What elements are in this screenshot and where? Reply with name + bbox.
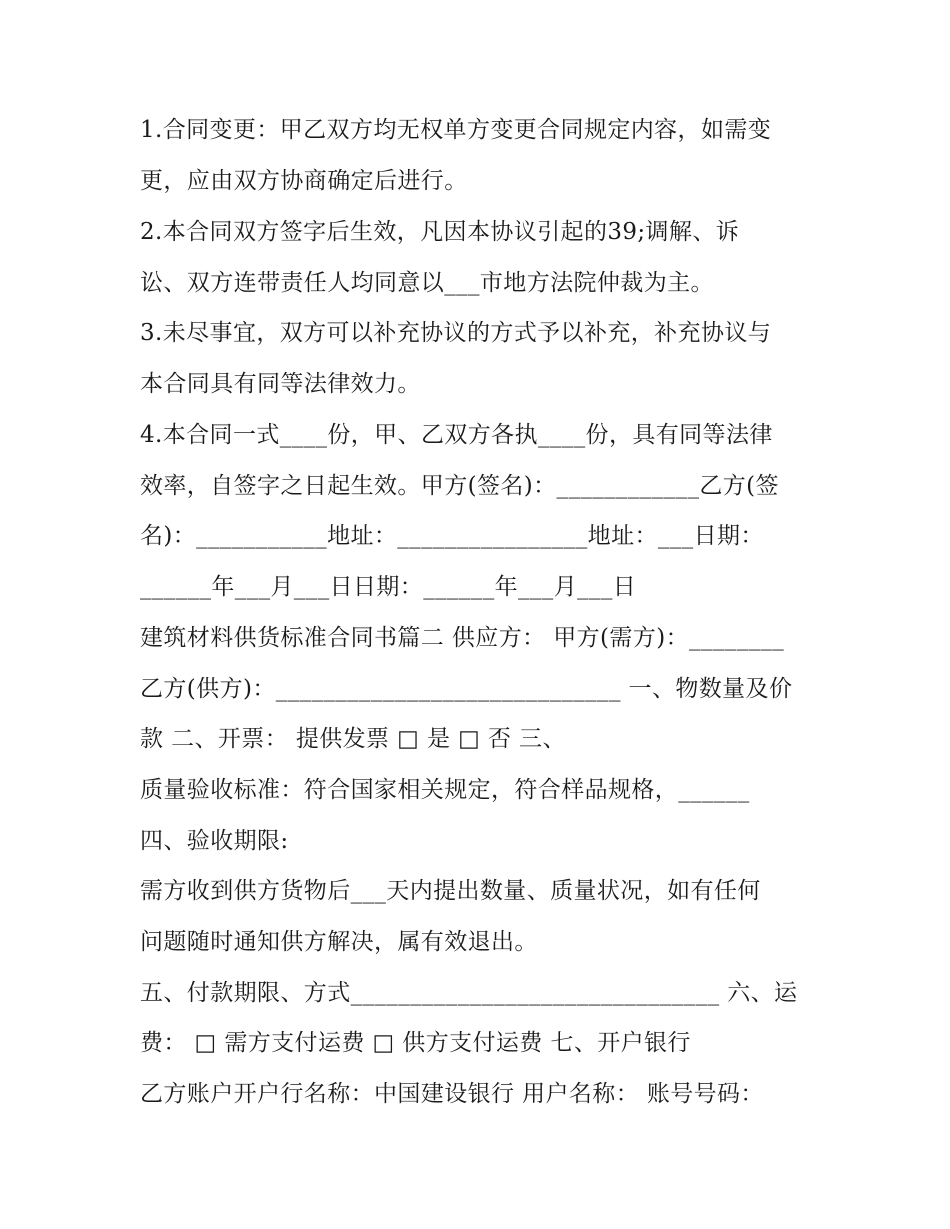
text-line: 4.本合同一式____份，甲、乙双方各执____份，具有同等法律 [140, 422, 773, 448]
text-line: 1.合同变更：甲乙双方均无权单方变更合同规定内容，如需变 [140, 117, 772, 143]
text-line: 2.本合同双方签字后生效，凡因本协议引起的39;调解、诉 [140, 219, 740, 245]
text-line: 3.未尽事宜，双方可以补充协议的方式予以补充，补充协议与 [140, 320, 772, 346]
text-line: ______年___月___日日期：______年___月___日 [140, 574, 637, 600]
text-line: 费： □ 需方支付运费 □ 供方支付运费 七、开户银行 [140, 1030, 691, 1056]
text-line: 问题随时通知供方解决，属有效退出。 [140, 929, 538, 955]
text-line: 名)：___________地址：________________地址：___日期： [140, 523, 764, 549]
text-line: 本合同具有同等法律效力。 [140, 371, 421, 397]
text-line: 需方收到供方货物后___天内提出数量、质量状况，如有任何 [140, 878, 761, 904]
text-line: 建筑材料供货标准合同书篇二 供应方： 甲方(需方)：________ [140, 625, 785, 651]
text-line: 五、付款期限、方式_______________________________ 六、运 [140, 980, 798, 1006]
text-line: 讼、双方连带责任人均同意以___市地方法院仲裁为主。 [140, 270, 714, 296]
text-line: 乙方账户开户行名称：中国建设银行 用户名称： 账号号码： [140, 1081, 764, 1107]
text-line: 更，应由双方协商确定后进行。 [140, 168, 468, 194]
text-line: 款 二、开票： 提供发票 □ 是 □ 否 三、 [140, 726, 566, 752]
text-line: 四、验收期限: [140, 828, 289, 854]
text-line: 效率，自签字之日起生效。甲方(签名)：____________乙方(签 [140, 473, 779, 499]
text-line: 乙方(供方)：_____________________________ 一、物数量及价 [140, 676, 793, 702]
text-line: 质量验收标准：符合国家相关规定，符合样品规格，______ [140, 777, 750, 803]
